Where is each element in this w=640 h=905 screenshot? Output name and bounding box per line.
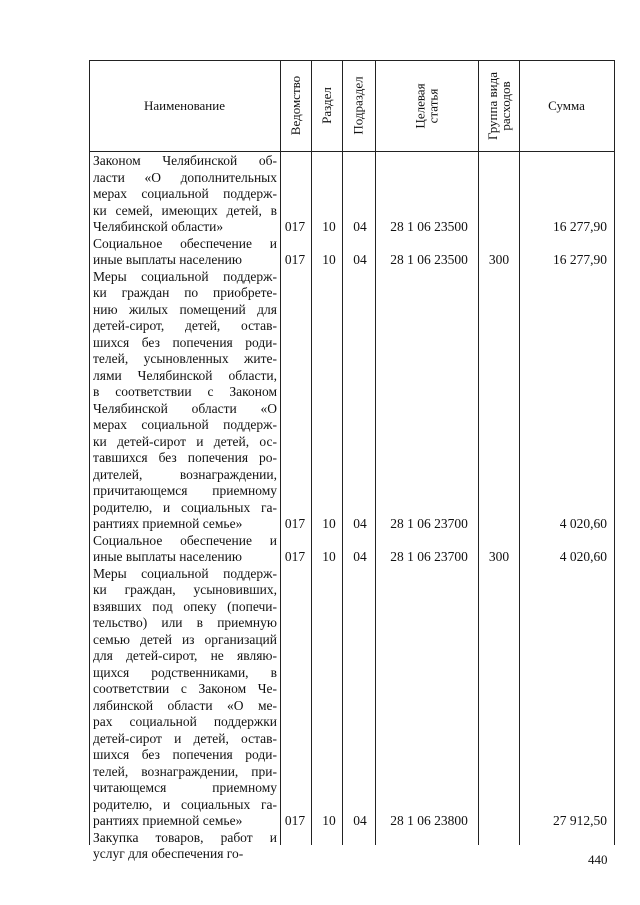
row-name-line: для детей-сирот, не являю- [93, 648, 277, 663]
row-summa: 4 020,60 [559, 516, 607, 531]
header-gruppa [478, 60, 519, 151]
row-celevaya: 28 1 06 23800 [390, 813, 468, 828]
row-name-line: детей-сирот и детей, остав- [93, 730, 277, 746]
row-razdel: 10 [322, 219, 336, 234]
row-name-line: иные выплаты населению [93, 252, 242, 267]
header-celevaya [375, 60, 478, 151]
row-name-line: родителю, и социальных га- [93, 796, 277, 812]
header-celevaya-line1: Целевая [412, 82, 428, 129]
row-summa: 27 912,50 [553, 813, 607, 828]
row-name-line: мерах социальной поддерж- [93, 417, 277, 432]
header-celevaya-line2: статья [425, 88, 441, 123]
row-razdel: 10 [322, 813, 336, 828]
row-name [93, 566, 277, 830]
table-right-border [614, 60, 615, 845]
row-name-line: лябинской области «О ме- [93, 697, 277, 713]
row-name [93, 153, 277, 236]
header-vedomstvo-label: Ведомство [288, 75, 303, 136]
row-vedomstvo: 017 [284, 549, 306, 564]
header-summa-label: Сумма [548, 97, 585, 113]
row-razdel: 10 [322, 549, 336, 564]
row-summa: 16 277,90 [553, 219, 607, 234]
col-divider-ved [311, 60, 312, 845]
row-gruppa: 300 [488, 549, 510, 564]
row-name-line: причитающемся приемному [93, 483, 277, 498]
row-name-line: Закупка товаров, работ и [93, 829, 277, 845]
row-name-line: иные выплаты населению [93, 549, 242, 564]
col-divider-razdel [342, 60, 343, 845]
row-name [93, 830, 277, 863]
col-divider-name [280, 60, 281, 845]
header-vedomstvo [280, 60, 311, 151]
row-name-line: лями Челябинской области, [93, 367, 277, 383]
header-podrazdel [342, 60, 375, 151]
row-celevaya: 28 1 06 23700 [390, 516, 468, 531]
header-summa [519, 60, 614, 151]
row-vedomstvo: 017 [284, 219, 306, 234]
row-name-line: соответствии с Законом Че- [93, 681, 277, 696]
row-name-line: детей-сирот, детей, остав- [93, 318, 277, 333]
row-name-line: ласти «О дополнительных [93, 169, 277, 185]
row-name-line: ки семей, имеющих детей, в [93, 202, 277, 218]
row-name-line: рантиях приемной семье» [93, 516, 243, 531]
row-name-line: родителю, и социальных га- [93, 499, 277, 515]
row-razdel: 10 [322, 252, 336, 267]
row-name-line: дителей, вознаграждении, [93, 466, 277, 482]
row-podrazdel: 04 [353, 549, 367, 564]
header-gruppa-line2: расходов [497, 80, 513, 131]
row-name [93, 236, 277, 269]
row-name-line: взявших под опеку (попечи- [93, 598, 277, 614]
row-name-line: Социальное обеспечение и [93, 532, 277, 548]
header-name [89, 60, 280, 151]
col-divider-gruppa [519, 60, 520, 845]
row-razdel: 10 [322, 516, 336, 531]
header-gruppa-line1: Группа вида [484, 71, 500, 140]
header-podrazdel-label: Подраздел [351, 76, 367, 135]
col-divider-celevaya [478, 60, 479, 845]
row-podrazdel: 04 [353, 813, 367, 828]
row-name-line: Законом Челябинской об- [93, 153, 277, 168]
row-vedomstvo: 017 [284, 813, 306, 828]
row-name-line: рах социальной поддержки [93, 714, 277, 729]
row-name-line: ки детей-сирот и детей, ос- [93, 433, 277, 449]
row-name-line: тельство) или в приемную [93, 615, 277, 630]
header-gruppa-label [486, 72, 512, 140]
row-name-line: Меры социальной поддерж- [93, 565, 277, 581]
row-celevaya: 28 1 06 23500 [390, 252, 468, 267]
page-number: 440 [588, 852, 608, 867]
row-vedomstvo: 017 [284, 516, 306, 531]
row-name-line: Челябинской области» [93, 219, 224, 234]
row-name-line: ки граждан, усыновивших, [93, 582, 277, 597]
row-name-line: телей, усыновленных жите- [93, 351, 277, 366]
row-gruppa: 300 [488, 252, 510, 267]
row-name-line: ки граждан по приобрете- [93, 285, 277, 300]
row-podrazdel: 04 [353, 516, 367, 531]
col-divider-podrazdel [375, 60, 376, 845]
header-celevaya-label [413, 83, 439, 128]
row-name-line: рантиях приемной семье» [93, 813, 243, 828]
header-name-label: Наименование [144, 97, 225, 113]
row-name-line: Челябинской области «О [93, 400, 277, 416]
row-name-line: Меры социальной поддерж- [93, 268, 277, 284]
row-summa: 4 020,60 [559, 549, 607, 564]
row-podrazdel: 04 [353, 219, 367, 234]
row-name-line: шихся без попечения роди- [93, 747, 277, 762]
header-bottom-border [89, 151, 615, 152]
row-name-line: шихся без попечения роди- [93, 334, 277, 350]
header-razdel [311, 60, 342, 151]
row-celevaya: 28 1 06 23500 [390, 219, 468, 234]
row-name-line: нию жилых помещений для [93, 301, 277, 317]
row-name-line: услуг для обеспечения го- [93, 846, 244, 861]
row-summa: 16 277,90 [553, 252, 607, 267]
table-left-border [89, 60, 90, 845]
row-name-line: читающемся приемному [93, 780, 277, 795]
row-name-line: телей, вознаграждении, при- [93, 763, 277, 779]
row-name-line: в соответствии с Законом [93, 384, 277, 399]
row-name-line: Социальное обеспечение и [93, 235, 277, 251]
row-name-line: тавшихся без попечения ро- [93, 450, 277, 465]
row-celevaya: 28 1 06 23700 [390, 549, 468, 564]
row-name-line: щихся родственниками, в [93, 664, 277, 680]
row-name [93, 533, 277, 566]
row-name-line: семью детей из организаций [93, 631, 277, 647]
header-razdel-label: Раздел [319, 87, 334, 124]
row-name-line: мерах социальной поддерж- [93, 186, 277, 201]
row-vedomstvo: 017 [284, 252, 306, 267]
row-name [93, 269, 277, 533]
row-podrazdel: 04 [353, 252, 367, 267]
